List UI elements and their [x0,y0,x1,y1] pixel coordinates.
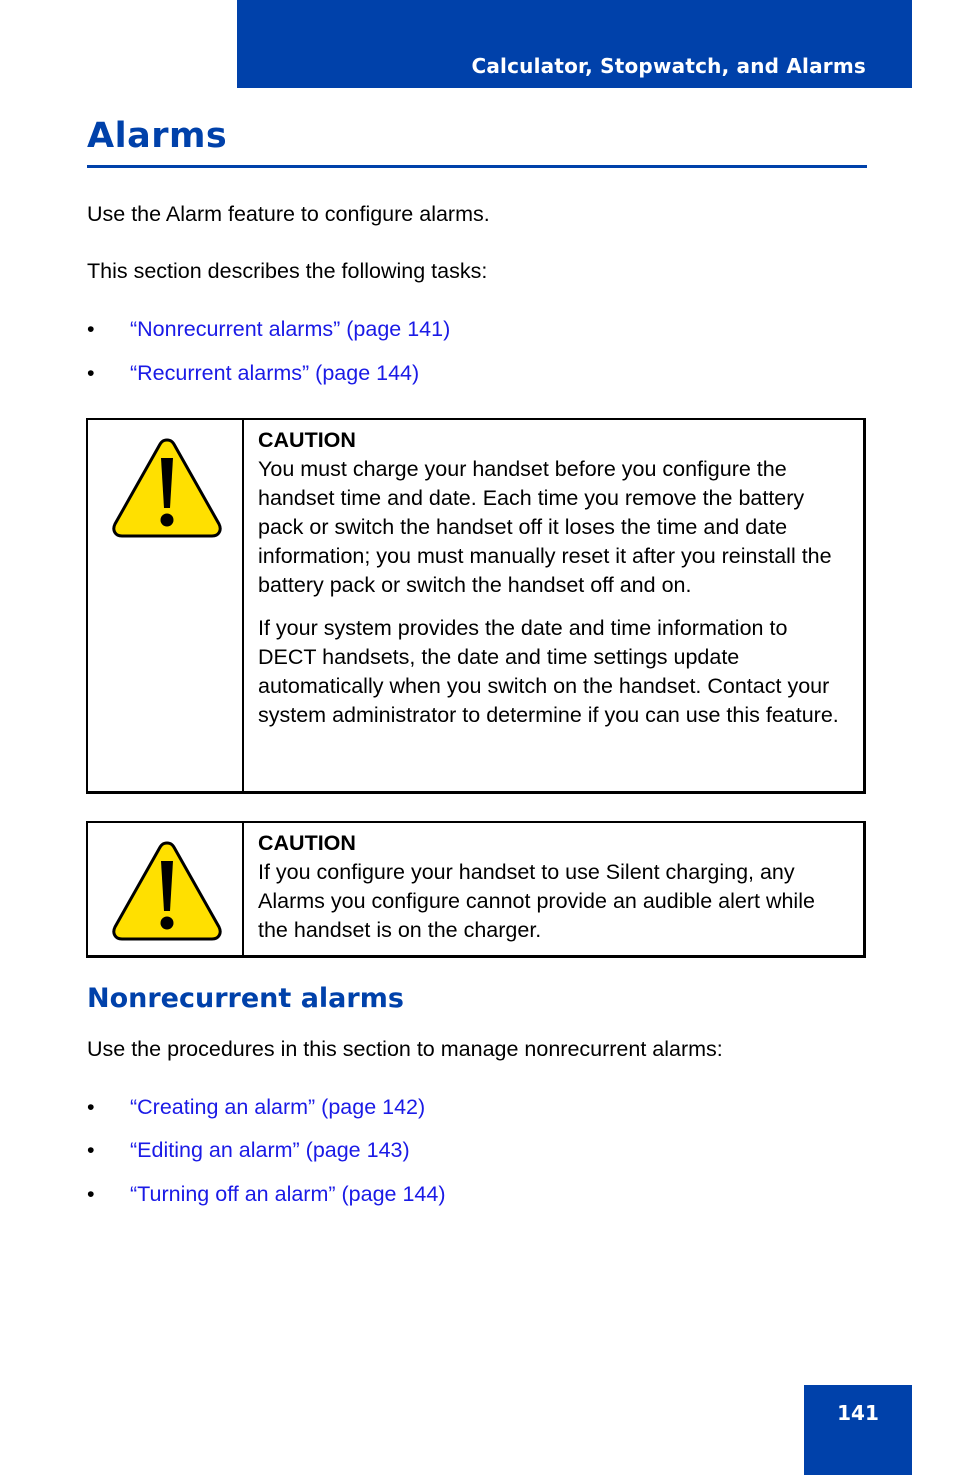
page-title: Alarms [87,116,228,156]
warning-triangle-icon [111,839,223,943]
bullet: • [87,361,95,385]
caution-paragraph: If you configure your handset to use Silent charging, any Alarms you configure cannot provide an audible alert while the handset is on the charger. [258,860,815,942]
intro-text: Use the Alarm feature to configure alarms. [87,202,490,226]
page-number-box [804,1385,912,1475]
link-recurrent-alarms[interactable]: “Recurrent alarms” (page 144) [130,361,420,385]
bullet: • [87,1095,95,1119]
title-rule [87,165,867,168]
bullet: • [87,1182,95,1206]
link-creating-alarm[interactable]: “Creating an alarm” (page 142) [130,1095,426,1119]
list-item [87,1182,446,1207]
link-editing-alarm[interactable]: “Editing an alarm” (page 143) [130,1138,410,1162]
bullet: • [87,1138,95,1162]
caution-paragraph: If your system provides the date and time information to DECT handsets, the date and time settings update automatically when you switch on the handset. Contact your system administrator to determine if you can use this feature. [258,616,839,727]
link-nonrecurrent-alarms[interactable]: “Nonrecurrent alarms” (page 141) [130,317,451,341]
list-item [87,317,450,342]
list-item [87,1095,425,1120]
tasks-intro-text: This section describes the following tasks: [87,259,488,283]
caution-text [244,823,863,955]
warning-triangle-icon [111,436,223,540]
list-item [87,361,419,386]
caution-heading: CAUTION [258,428,356,452]
subsection-title: Nonrecurrent alarms [87,983,404,1014]
page-number: 141 [837,1401,879,1425]
list-item [87,1138,410,1163]
caution-paragraph: You must charge your handset before you configure the handset time and date. Each time you remove the battery pack or switch the handset off it loses the time and date information; you must manually reset it after you reinstall the battery pack or switch the handset off and on. [258,457,832,597]
caution-text [244,420,863,791]
caution-heading: CAUTION [258,831,356,855]
caution-box [86,418,866,794]
caution-icon-cell [88,823,244,955]
link-turning-off-alarm[interactable]: “Turning off an alarm” (page 144) [130,1182,446,1206]
bullet: • [87,317,95,341]
subsection-intro: Use the procedures in this section to manage nonrecurrent alarms: [87,1037,723,1061]
caution-icon-cell [88,420,244,791]
header-bar [237,0,912,88]
caution-box [86,821,866,958]
header-title: Calculator, Stopwatch, and Alarms [471,54,866,78]
